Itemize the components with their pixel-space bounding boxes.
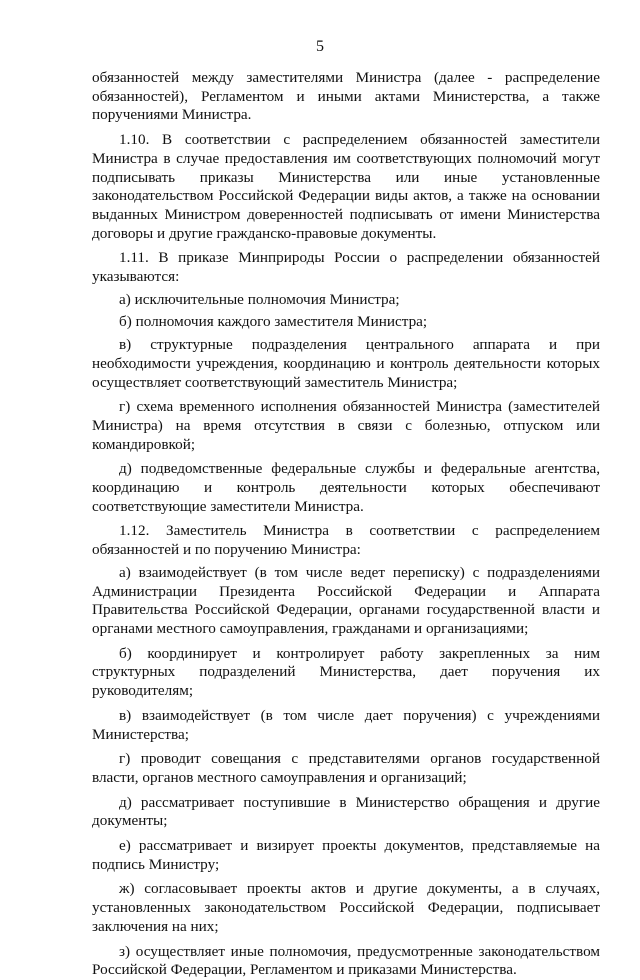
duty-item-e: е) рассматривает и визирует проекты документов, представляемые на подпись Министру; bbox=[92, 837, 600, 873]
list-item-d: д) подведомственные федеральные службы и федеральные агентства, координацию и контроль деятельности которых обеспечивают соответствующие заместители Министра. bbox=[92, 460, 600, 515]
paragraph-1-12: 1.12. Заместитель Министра в соответствии с распределением обязанностей и по поручению Министра: bbox=[92, 522, 600, 559]
list-item-b: б) полномочия каждого заместителя Министра; bbox=[119, 313, 428, 331]
paragraph-1-10: 1.10. В соответствии с распределением обязанностей заместители Министра в случае предоставления им соответствующих полномочий могут подписывать приказы Министерства или иные установленные законодательством Российской Федерации виды актов, а также на основании выданных Министром доверенностей подписывать от имени Министерства договоры и другие гражданско-правовые документы. bbox=[92, 131, 600, 242]
duty-item-b: б) координирует и контролирует работу закрепленных за ним структурных подразделений Министерства, дает поручения их руководителям; bbox=[92, 644, 600, 700]
duty-item-zh: ж) согласовывает проекты актов и другие документы, а в случаях, установленных законодательством Российской Федерации, подписывает заключения на них; bbox=[92, 880, 600, 935]
duty-item-z: з) осуществляет иные полномочия, предусмотренные законодательством Российской Федерации, Регламентом и приказами Министерства. bbox=[92, 942, 600, 979]
duty-item-v: в) взаимодействует (в том числе дает поручения) с учреждениями Министерства; bbox=[92, 706, 600, 743]
document-body bbox=[92, 69, 600, 980]
duty-item-g: г) проводит совещания с представителями органов государственной власти, органов местного самоуправления и организаций; bbox=[92, 750, 600, 786]
duty-item-d: д) рассматривает поступившие в Министерство обращения и другие документы; bbox=[92, 793, 600, 830]
list-item-v: в) структурные подразделения центрального аппарата и при необходимости учреждения, координацию и контроль деятельности которых осуществляет соответствующий заместитель Министра; bbox=[92, 336, 600, 391]
list-item-a: а) исключительные полномочия Министра; bbox=[119, 290, 400, 308]
paragraph-1-11: 1.11. В приказе Минприроды России о распределении обязанностей указываются: bbox=[92, 249, 600, 286]
list-item-g: г) схема временного исполнения обязанностей Министра (заместителей Министра) на время отсутствия в связи с болезнью, отпуском или командировкой; bbox=[92, 398, 600, 453]
duty-item-a: а) взаимодействует (в том числе ведет переписку) с подразделениями Администрации Президента Российской Федерации и Аппарата Правительства Российской Федерации, органами государственной власти и органами местного самоуправления, гражданами и организациями; bbox=[92, 563, 600, 637]
paragraph-continuation: обязанностей между заместителями Министра (далее - распределение обязанностей), Регламентом и иными актами Министерства, а также поручениями Министра. bbox=[92, 69, 600, 124]
page-number: 5 bbox=[316, 38, 324, 55]
